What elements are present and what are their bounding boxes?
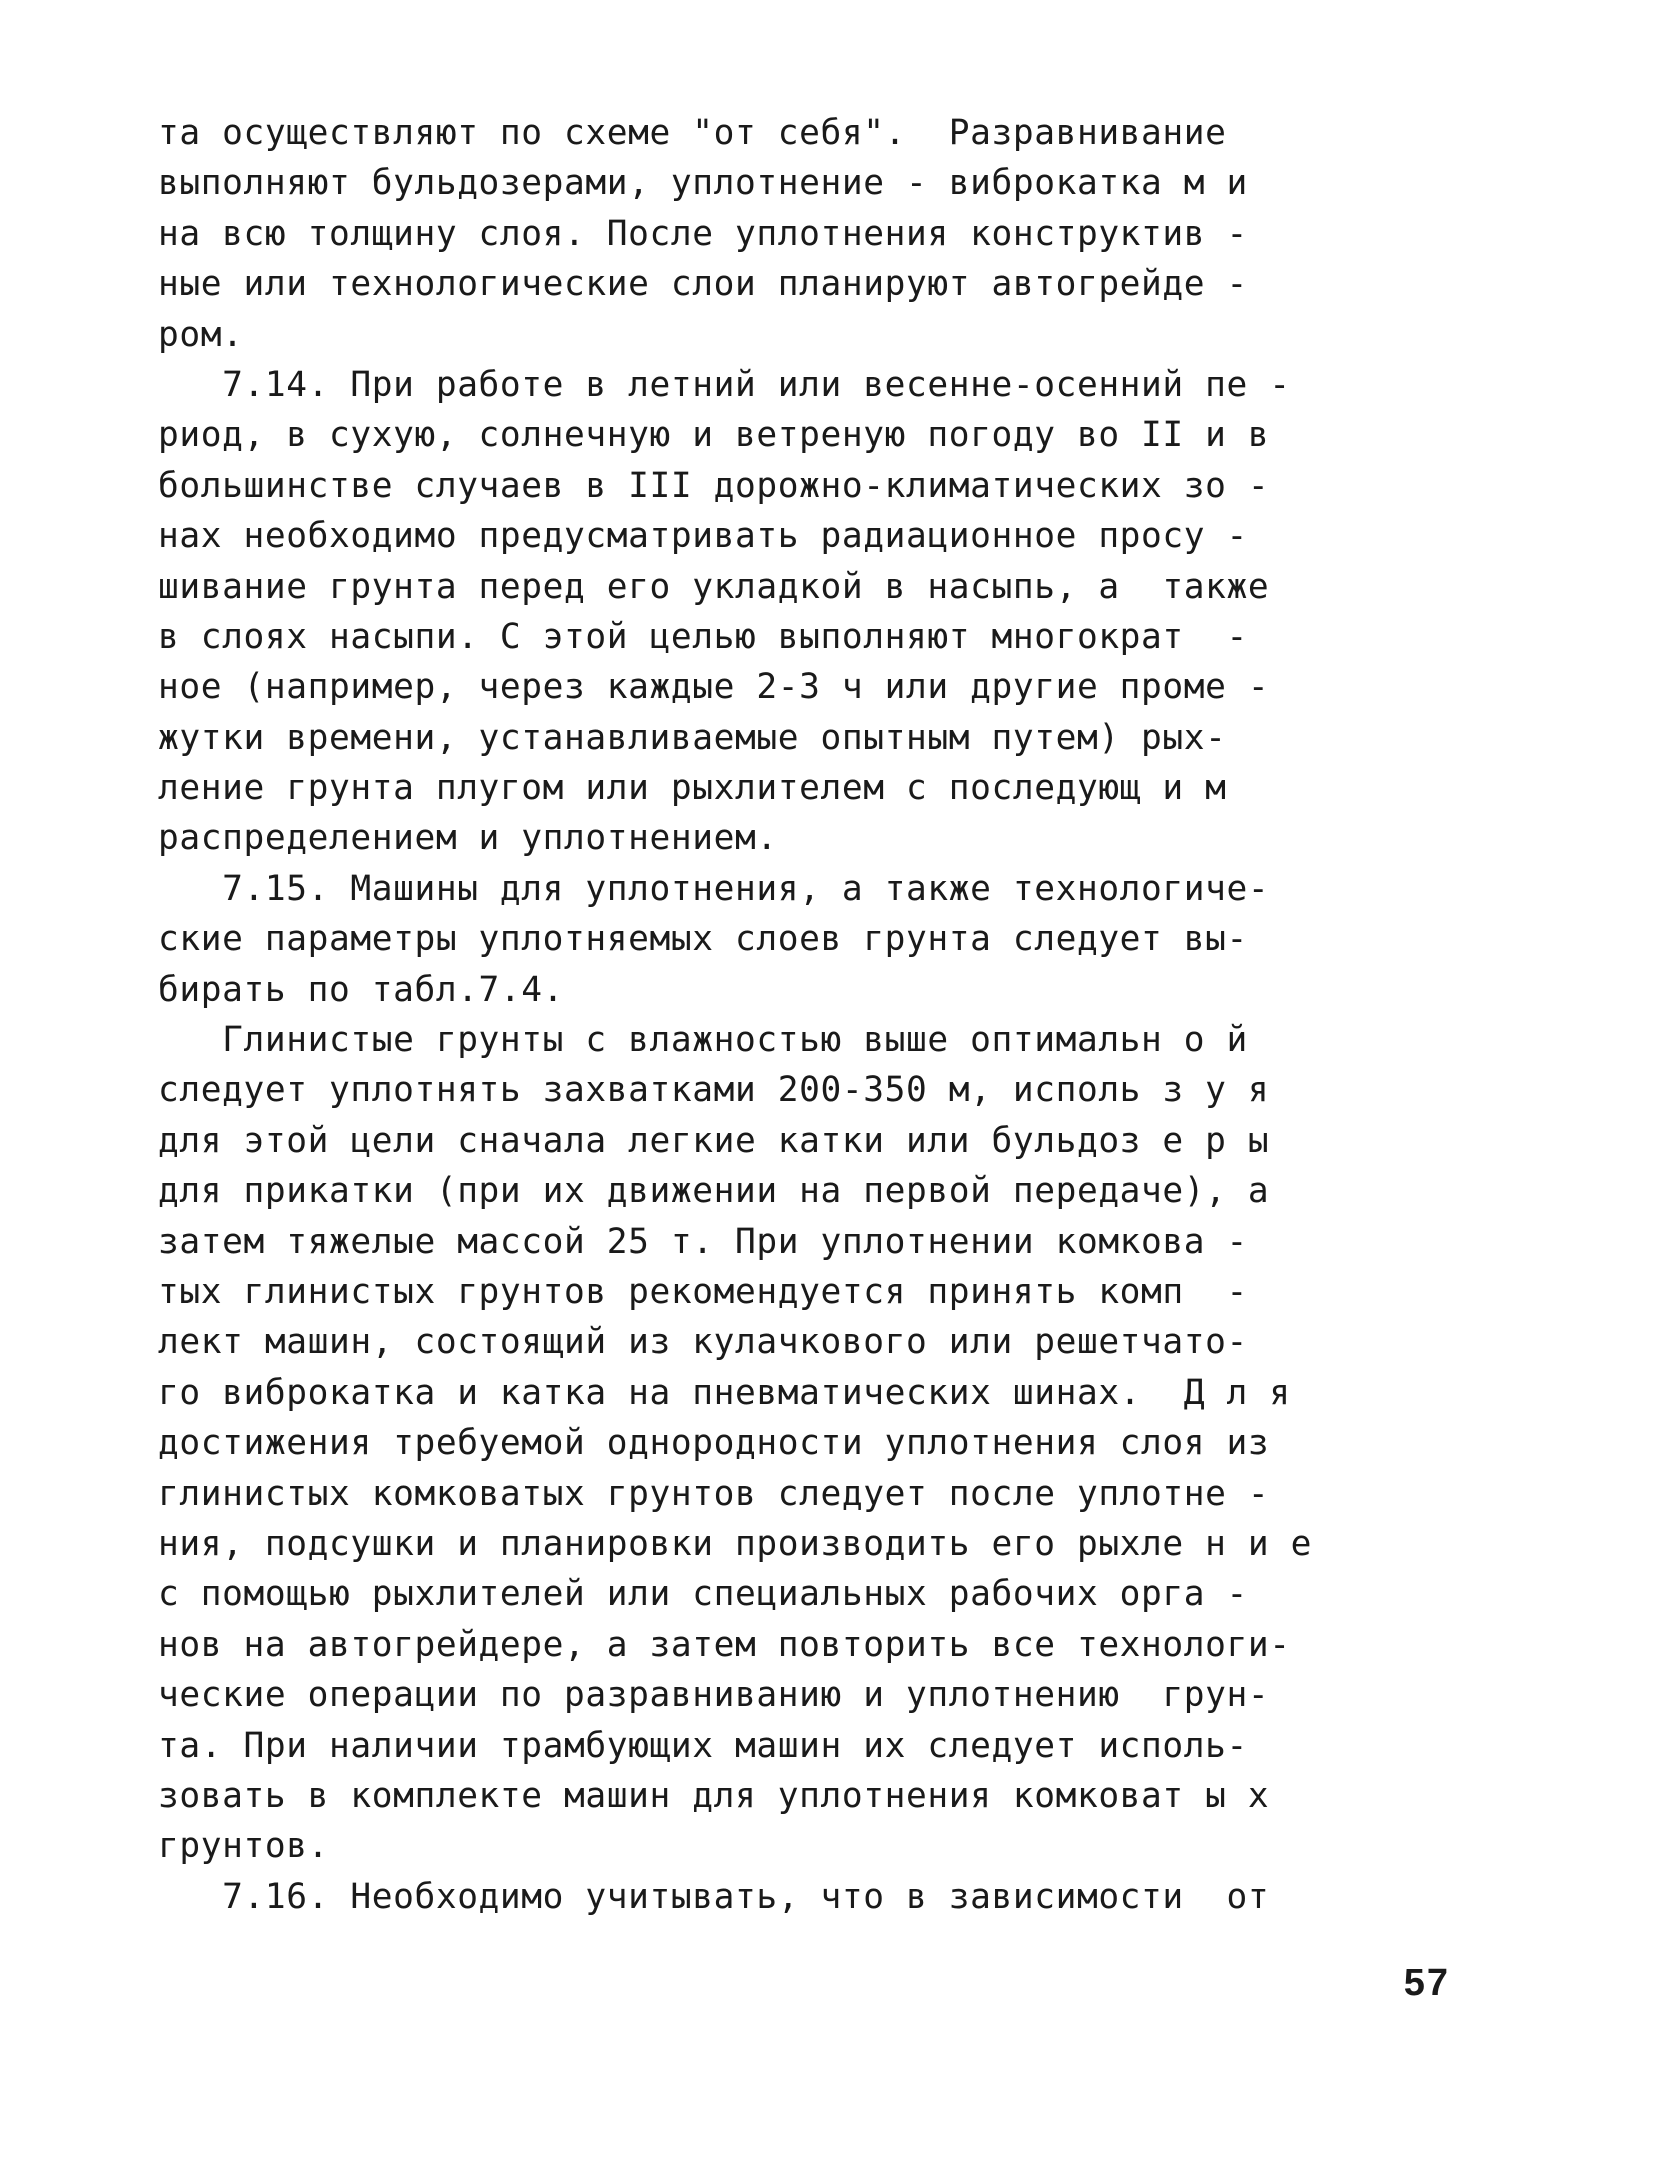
text-line: Глинистые грунты с влажностью выше оптимальн о й — [158, 1020, 1248, 1061]
text-line: ские параметры уплотняемых слоев грунта следует вы- — [158, 919, 1248, 960]
text-line: 7.15. Машины для уплотнения, а также технологиче- — [158, 868, 1270, 909]
text-line: на всю толщину слоя. После уплотнения конструктив - — [158, 213, 1248, 254]
text-line: с помощью рыхлителей или специальных рабочих орга - — [158, 1574, 1248, 1615]
text-line: для этой цели сначала легкие катки или бульдоз е р ы — [158, 1120, 1270, 1161]
text-line: го виброкатка и катка на пневматических шинах. Д л я — [158, 1372, 1291, 1413]
text-line: 7.14. При работе в летний или весенне-осенний пе - — [158, 364, 1291, 405]
text-line: большинстве случаев в III дорожно-климатических зо - — [158, 465, 1270, 506]
text-line: в слоях насыпи. С этой целью выполняют многократ - — [158, 616, 1248, 657]
text-line: жутки времени, устанавливаемые опытным путем) рых- — [158, 717, 1227, 758]
text-line: затем тяжелые массой 25 т. При уплотнении комкова - — [158, 1221, 1248, 1262]
page-number: 57 — [1403, 1962, 1450, 2004]
text-line: для прикатки (при их движении на первой передаче), а — [158, 1171, 1270, 1212]
text-line: ное (например, через каждые 2-3 ч или другие проме - — [158, 667, 1270, 708]
text-line: нах необходимо предусматривать радиационное просу - — [158, 516, 1248, 557]
text-line: 7.16. Необходимо учитывать, что в зависимости от — [158, 1876, 1270, 1917]
text-line: достижения требуемой однородности уплотнения слоя из — [158, 1423, 1270, 1464]
text-line: распределением и уплотнением. — [158, 818, 778, 859]
text-line: та. При наличии трамбующих машин их следует исполь- — [158, 1725, 1248, 1766]
text-line: ния, подсушки и планировки производить его рыхле н и е — [158, 1523, 1313, 1564]
text-line: следует уплотнять захватками 200-350 м, исполь з у я — [158, 1070, 1270, 1111]
text-line: ление грунта плугом или рыхлителем с последующ и м — [158, 768, 1227, 809]
body-text — [158, 108, 1458, 1922]
text-line: грунтов. — [158, 1826, 329, 1867]
text-line: шивание грунта перед его укладкой в насыпь, а также — [158, 566, 1270, 607]
text-line: лект машин, состоящий из кулачкового или решетчато- — [158, 1322, 1248, 1363]
text-line: ные или технологические слои планируют автогрейде - — [158, 264, 1248, 305]
text-line: глинистых комковатых грунтов следует после уплотне - — [158, 1473, 1270, 1514]
text-line: ческие операции по разравниванию и уплотнению грун- — [158, 1675, 1270, 1716]
text-line: нов на автогрейдере, а затем повторить все технологи- — [158, 1624, 1291, 1665]
text-line: зовать в комплекте машин для уплотнения комковат ы х — [158, 1775, 1270, 1816]
text-line: тых глинистых грунтов рекомендуется принять комп - — [158, 1271, 1248, 1312]
text-line: ром. — [158, 314, 244, 355]
text-line: выполняют бульдозерами, уплотнение - виброкатка м и — [158, 163, 1248, 204]
text-line: риод, в сухую, солнечную и ветреную погоду во II и в — [158, 415, 1270, 456]
text-line: бирать по табл.7.4. — [158, 969, 565, 1010]
text-line: та осуществляют по схеме "от себя". Разравнивание — [158, 113, 1227, 153]
